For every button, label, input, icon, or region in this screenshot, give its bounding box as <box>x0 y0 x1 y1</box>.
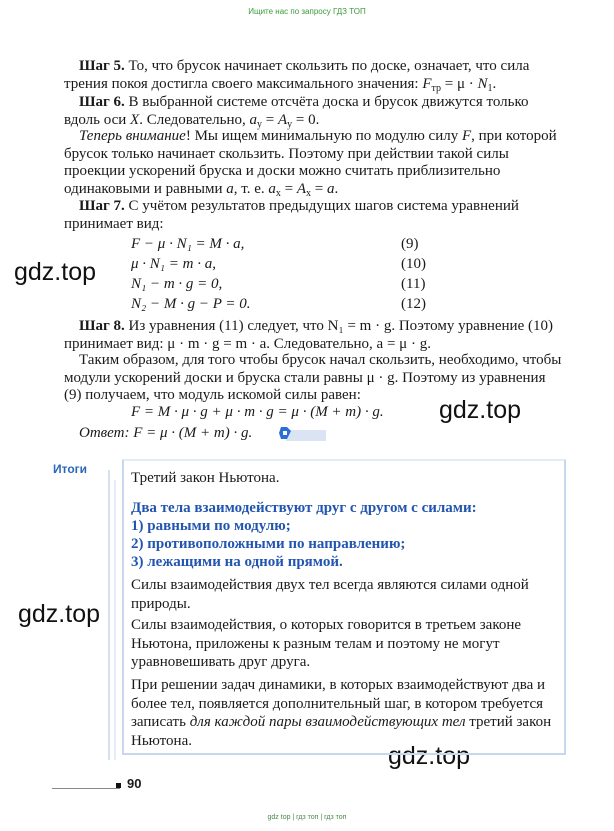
step5-formula-sub2: 1 <box>487 82 493 94</box>
answer-line <box>64 425 252 443</box>
step7-text: С учётом результатов предыдущих шагов система уравнений принимает вид: <box>64 198 519 232</box>
step6-text: В выбранной системе отсчёта доска и брусок движутся только вдоль оси <box>64 94 529 128</box>
summary-blue-line-3: 2) противоположными по направлению; <box>131 536 406 552</box>
answer-label: Ответ <box>79 425 125 441</box>
conclusion-paragraph: Таким образом, для того чтобы брусок начал скользить, необходимо, чтобы модули ускорений доски и бруска стали равны μ · g. Поэтому из уравнения (9) получаем, что модуль искомой силы равен: <box>64 352 562 403</box>
step6-axis: X <box>130 111 140 128</box>
attention-lead: Теперь внимание <box>79 128 186 144</box>
bottom-links[interactable]: gdz top | гдз топ | гдз топ <box>267 814 347 821</box>
summary-p2: Силы взаимодействия двух тел всегда являются силами одной природы. <box>131 577 529 612</box>
attention-a2: a <box>326 180 335 197</box>
step5-formula-sub: тр <box>431 82 442 94</box>
summary-blue-line-4: 3) лежащими на одной прямой. <box>131 554 343 570</box>
attention-a: a <box>226 180 234 197</box>
attention-end: . <box>334 180 339 197</box>
step6-sub-c: y <box>287 118 293 130</box>
footer-marker <box>116 783 121 788</box>
attention-text: ! Мы ищем минимальную по модулю силу <box>185 128 462 144</box>
attention-sub-X: x <box>306 187 311 199</box>
step5-paragraph <box>64 58 564 93</box>
translate-icon[interactable] <box>277 425 295 441</box>
step6-paragraph <box>64 94 564 129</box>
step7-paragraph <box>64 198 564 233</box>
step5-formula-f: F <box>422 75 432 92</box>
step5-formula-mid: = μ · <box>441 75 478 92</box>
attention-eq-end: = <box>311 180 327 197</box>
step7-label: Шаг 7. <box>79 198 125 214</box>
summary-p4-a: При решении задач динамики, в которых взаимодействуют два и более тел, появляется дополнительный шаг, в котором требуется записать <box>131 677 546 730</box>
attention-sub-x: x <box>275 187 281 199</box>
summary-side-rule-inner <box>114 480 116 760</box>
step6-label: Шаг 6. <box>79 94 125 110</box>
summary-p4 <box>131 676 561 750</box>
attention-Ax: A <box>296 180 306 197</box>
attention-paragraph <box>64 128 564 198</box>
equation-9: F − μ · N₁ = M · a, <box>131 236 245 252</box>
summary-p3: Силы взаимодействия, о которых говорится в третьем законе Ньютона, приложены к разным телам и поэтому не могут уравновешивать друг друга. <box>131 617 522 670</box>
step5-formula-end: . <box>492 75 497 92</box>
step5-label: Шаг 5. <box>79 58 125 74</box>
summary-blue-line-1: Два тела взаимодействуют друг с другом с силами: <box>131 500 477 516</box>
summary-p4-italic: для каждой пары взаимодействующих тел <box>189 714 466 730</box>
equation-11-number: (11) <box>401 276 426 292</box>
equation-11: N₁ − m · g = 0, <box>131 276 223 292</box>
watermark-gdz-3: gdz.top <box>18 600 101 628</box>
summary-p4-b: третий закон Ньютона. <box>131 714 552 749</box>
watermark-gdz-1: gdz.top <box>14 258 97 286</box>
attention-text-c: , т. е. <box>233 180 269 197</box>
step8-paragraph <box>64 318 564 353</box>
final-equation: F = M · μ · g + μ · m · g = μ · (M + m) · g. <box>131 404 384 420</box>
step6-text-b: . Следовательно, <box>139 111 250 128</box>
step5-formula-n: N <box>477 75 488 92</box>
summary-title: Итоги <box>53 462 88 476</box>
step6-eq-b: = <box>262 111 278 128</box>
step6-eq-d: = 0. <box>292 111 320 128</box>
equation-10: μ · N₁ = m · a, <box>131 256 216 272</box>
footer-rule <box>52 788 120 789</box>
top-search-link[interactable]: Ищите нас по запросу ГДЗ ТОП <box>248 7 366 16</box>
summary-blue-line-2: 1) равными по модулю; <box>131 518 291 534</box>
page-number: 90 <box>127 776 142 791</box>
summary-side-rule <box>108 470 110 760</box>
equation-12-number: (12) <box>401 296 426 312</box>
watermark-gdz-2: gdz.top <box>439 396 522 424</box>
step5-text: То, что брусок начинает скользить по доске, означает, что сила трения покоя достигла своего максимального значения: <box>64 58 530 92</box>
attention-eq: = <box>280 180 297 197</box>
watermark-gdz-4: gdz.top <box>388 742 471 770</box>
attention-text-b: , при которой брусок только начинает скользить. Поэтому при действии такой силы проекции ускорений бруска и доски можно считать приблизительно одинаковыми и равными <box>64 128 557 197</box>
attention-force: F <box>461 128 472 144</box>
summary-p1: Третий закон Ньютона. <box>131 470 280 486</box>
answer-text: : F = μ · (M + m) · g. <box>124 425 253 441</box>
step6-eq-c: A <box>277 111 288 128</box>
step6-eq-a: a <box>249 111 258 128</box>
equation-10-number: (10) <box>401 256 426 272</box>
equation-9-number: (9) <box>401 236 419 252</box>
step8-label: Шаг 8. <box>79 318 125 334</box>
step6-sub-a: y <box>257 118 263 130</box>
equation-12: N₂ − M · g − P = 0. <box>131 296 251 312</box>
step8-text: Из уравнения (11) следует, что N₁ = m · g. Поэтому уравнение (10) принимает вид: μ · m · g = m · a. Следовательно, a = μ · g. <box>64 318 553 352</box>
attention-ax: a <box>268 180 276 197</box>
